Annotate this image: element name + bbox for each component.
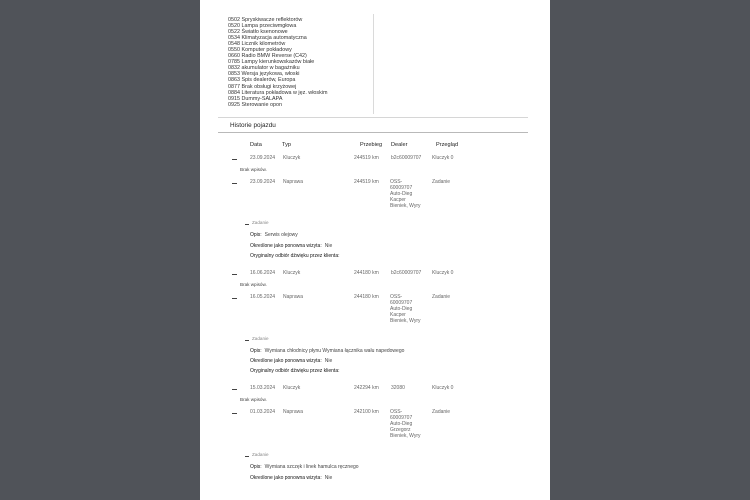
dealer-line: OSS- xyxy=(390,179,403,185)
history-title-rule xyxy=(218,132,528,133)
dealer-line: Grzegorz xyxy=(390,427,411,434)
entry-dealer xyxy=(390,409,421,439)
dealer-line: OSS- xyxy=(390,409,403,415)
dealer-line: 60009707 xyxy=(390,185,413,192)
no-entries-text: Brak wpisów. xyxy=(240,167,267,172)
repeat-label: Określone jako ponowna wizyta: xyxy=(250,243,322,249)
collapse-icon[interactable] xyxy=(245,456,249,457)
task-description xyxy=(250,348,404,354)
desc-value: Wymiana szczęk i linek hamulca ręcznego xyxy=(264,464,359,470)
equipment-item: 0660 Radio BMW Reverse (C42) xyxy=(228,53,307,60)
task-heading: Zadanie xyxy=(252,452,269,457)
equipment-item: 0522 Światło ksenonowe xyxy=(228,29,288,36)
dealer-line: Auto-Dieg xyxy=(390,421,413,428)
entry-date: 23.09.2024 xyxy=(250,179,276,185)
dealer-line: Bieniek, Wyry xyxy=(390,433,421,440)
entry-type: Kluczyk xyxy=(283,155,301,161)
dealer-line: OSS- xyxy=(390,294,403,300)
equipment-item: 0785 Lampy kierunkowskazów białe xyxy=(228,59,315,66)
equipment-item: 0853 Wersja językowa, włoski xyxy=(228,71,300,78)
document-page xyxy=(200,0,550,500)
equipment-item: 0915 Dummy-SALAPA xyxy=(228,95,283,102)
entry-overview: Zadanie xyxy=(432,179,451,185)
entry-overview: Kluczyk 0 xyxy=(432,270,454,276)
entry-date: 01.03.2024 xyxy=(250,409,276,415)
task-repeat xyxy=(250,243,332,249)
no-entries-text: Brak wpisów. xyxy=(240,397,267,402)
task-repeat xyxy=(250,475,332,481)
orig-label: Oryginalny odbiór dźwięku przez klienta: xyxy=(250,253,340,259)
entry-type: Kluczyk xyxy=(283,385,301,391)
desc-label: Opis: xyxy=(250,348,262,354)
entry-mileage: 244180 km xyxy=(354,294,379,300)
equipment-item: 0884 Literatura pokładowa w jęz. włoskim xyxy=(228,89,328,96)
equipment-item: 0863 Spis dealerów, Europa xyxy=(228,77,296,84)
desc-value: Serwis olejowy xyxy=(264,232,298,238)
equipment-item: 0534 Klimatyzacja automatyczna xyxy=(228,35,307,42)
entry-overview: Kluczyk 0 xyxy=(432,155,454,161)
equipment-item: 0550 Komputer pokładowy xyxy=(228,47,292,54)
entry-date: 16.06.2024 xyxy=(250,270,276,276)
entry-mileage: 244180 km xyxy=(354,270,379,276)
dealer-line: Bieniek, Wyry xyxy=(390,318,421,325)
repeat-value: Nie xyxy=(324,358,333,364)
collapse-icon[interactable] xyxy=(232,274,237,275)
entry-overview: Kluczyk 0 xyxy=(432,385,454,391)
entry-dealer xyxy=(390,294,421,324)
equipment-list xyxy=(228,17,374,108)
equipment-item: 0832 akumulator w bagażniku xyxy=(228,65,300,72)
entry-mileage: 242294 km xyxy=(354,385,379,391)
dealer-line: 60009707 xyxy=(390,300,413,307)
history-title: Historie pojazdu xyxy=(230,122,276,129)
desc-label: Opis: xyxy=(250,464,262,470)
equipment-item: 0877 Brak obsługi krzyżowej xyxy=(228,83,297,90)
collapse-icon[interactable] xyxy=(245,224,249,225)
orig-label: Oryginalny odbiór dźwięku przez klienta: xyxy=(250,368,340,374)
entry-overview: Zadanie xyxy=(432,409,451,415)
task-repeat xyxy=(250,358,332,364)
dealer-line: Kacper xyxy=(390,312,406,319)
dealer-line: Kacper xyxy=(390,197,406,204)
collapse-icon[interactable] xyxy=(232,413,237,414)
entry-date: 16.05.2024 xyxy=(250,294,276,300)
entry-mileage: 242100 km xyxy=(354,409,379,415)
header-overview: Przegląd xyxy=(436,142,459,148)
header-mileage: Przebieg xyxy=(360,142,383,148)
repeat-value: Nie xyxy=(324,475,333,481)
header-date: Data xyxy=(250,142,262,148)
desc-label: Opis: xyxy=(250,232,262,238)
collapse-icon[interactable] xyxy=(232,183,237,184)
repeat-value: Nie xyxy=(324,243,333,249)
header-type: Typ xyxy=(282,142,292,148)
entry-overview: Zadanie xyxy=(432,294,451,300)
task-description xyxy=(250,232,298,238)
collapse-icon[interactable] xyxy=(232,159,237,160)
dealer-line: Auto-Dieg xyxy=(390,306,413,313)
entry-date: 15.03.2024 xyxy=(250,385,276,391)
equipment-item: 0520 Lampa przeciwmgłowa xyxy=(228,23,297,30)
section-divider xyxy=(218,117,528,118)
entry-mileage: 244519 km xyxy=(354,179,379,185)
equipment-item: 0548 Licznik kilometrów xyxy=(228,41,286,48)
entry-type: Naprawa xyxy=(283,294,304,300)
header-dealer: Dealer xyxy=(391,142,408,148)
dealer-line: Auto-Dieg xyxy=(390,191,413,198)
dealer-line: 60009707 xyxy=(390,415,413,422)
entry-date: 23.09.2024 xyxy=(250,155,276,161)
task-original xyxy=(250,368,340,374)
collapse-icon[interactable] xyxy=(232,298,237,299)
task-original xyxy=(250,253,340,259)
entry-mileage: 244519 km xyxy=(354,155,379,161)
entry-type: Naprawa xyxy=(283,179,304,185)
no-entries-text: Brak wpisów. xyxy=(240,282,267,287)
equipment-item: 0925 Sterowanie opon xyxy=(228,101,282,108)
entry-dealer: b2c60009707 xyxy=(391,270,422,276)
desc-value: Wymiana chłodnicy płynu Wymiana łącznika wału napedowego xyxy=(264,348,405,354)
equipment-item: 0502 Spryskiwacze reflektorów xyxy=(228,17,303,23)
entry-dealer: 32080 xyxy=(391,385,405,391)
entry-type: Naprawa xyxy=(283,409,304,415)
repeat-label: Określone jako ponowna wizyta: xyxy=(250,358,322,364)
dealer-line: Bieniek, Wyry xyxy=(390,203,421,210)
collapse-icon[interactable] xyxy=(245,340,249,341)
repeat-label: Określone jako ponowna wizyta: xyxy=(250,475,322,481)
entry-type: Kluczyk xyxy=(283,270,301,276)
column-divider xyxy=(373,14,374,114)
task-heading: Zadanie xyxy=(252,336,269,341)
entry-dealer: b2c60009707 xyxy=(391,155,422,161)
task-heading: Zadanie xyxy=(252,220,269,225)
task-description xyxy=(250,464,359,470)
collapse-icon[interactable] xyxy=(232,389,237,390)
entry-dealer xyxy=(390,179,421,209)
